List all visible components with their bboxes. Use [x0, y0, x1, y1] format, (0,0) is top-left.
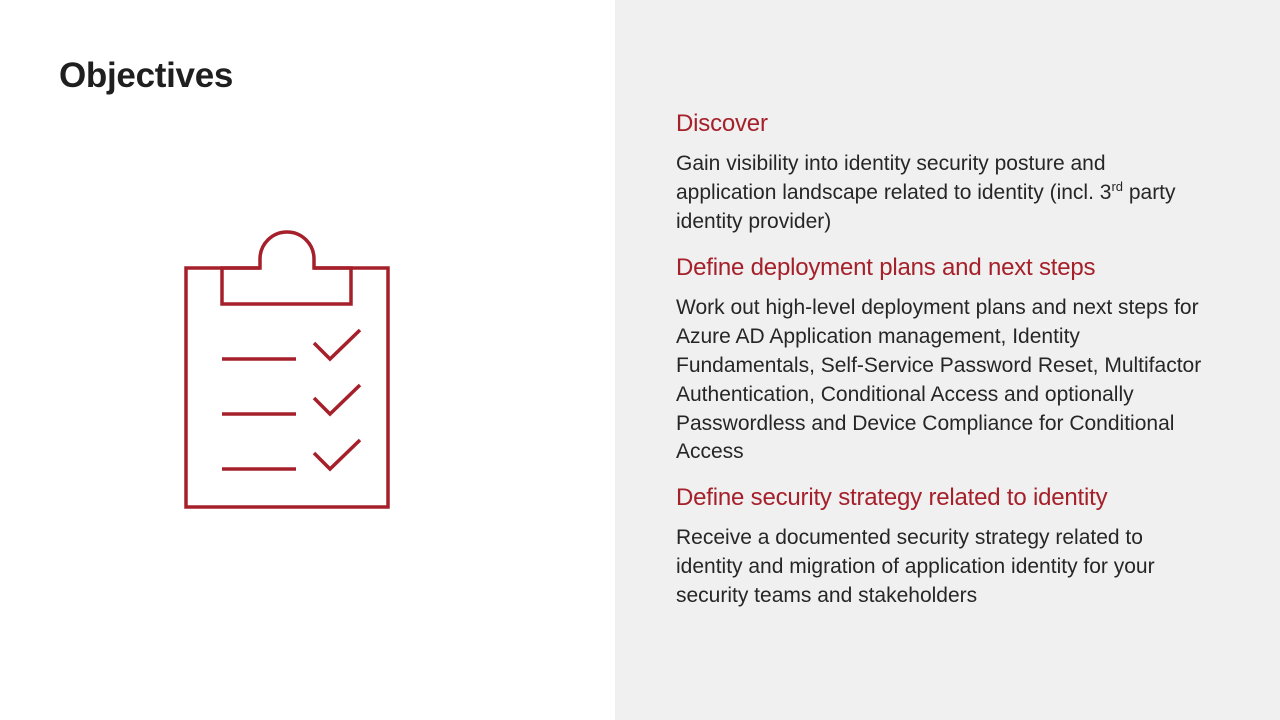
objective-description-text: Gain visibility into identity security posture and application landscape related to identity (incl. 3: [676, 152, 1112, 204]
page-title: Objectives: [59, 56, 234, 95]
objective-description: [676, 150, 1206, 236]
check-mark-2: [314, 385, 360, 414]
objectives-list: [676, 108, 1236, 611]
objective-security-strategy: [676, 482, 1236, 610]
clipboard-checklist-icon: [180, 226, 394, 514]
check-mark-3: [314, 440, 360, 469]
objective-description: Work out high-level deployment plans and next steps for Azure AD Application management, Identity Fundamentals, Self-Service Password Reset, Multifactor Authentication, Conditional Access and optionally Passwordless and Device Compliance for Conditional Access: [676, 296, 1202, 464]
objective-deployment-plans: [676, 252, 1236, 467]
clipboard-clip: [222, 232, 351, 304]
objective-heading: Discover: [676, 110, 768, 137]
ordinal-suffix: rd: [1111, 178, 1123, 194]
objective-discover: [676, 108, 1236, 236]
objective-description-tail: party identity provider): [676, 180, 1176, 233]
left-panel: [0, 0, 615, 720]
check-mark-1: [314, 330, 360, 359]
objective-heading: Define deployment plans and next steps: [676, 254, 1096, 282]
objective-description: Receive a documented security strategy related to identity and migration of application identity for your security teams and stakeholders: [676, 526, 1155, 607]
objective-heading: Define security strategy related to identity: [676, 484, 1108, 512]
